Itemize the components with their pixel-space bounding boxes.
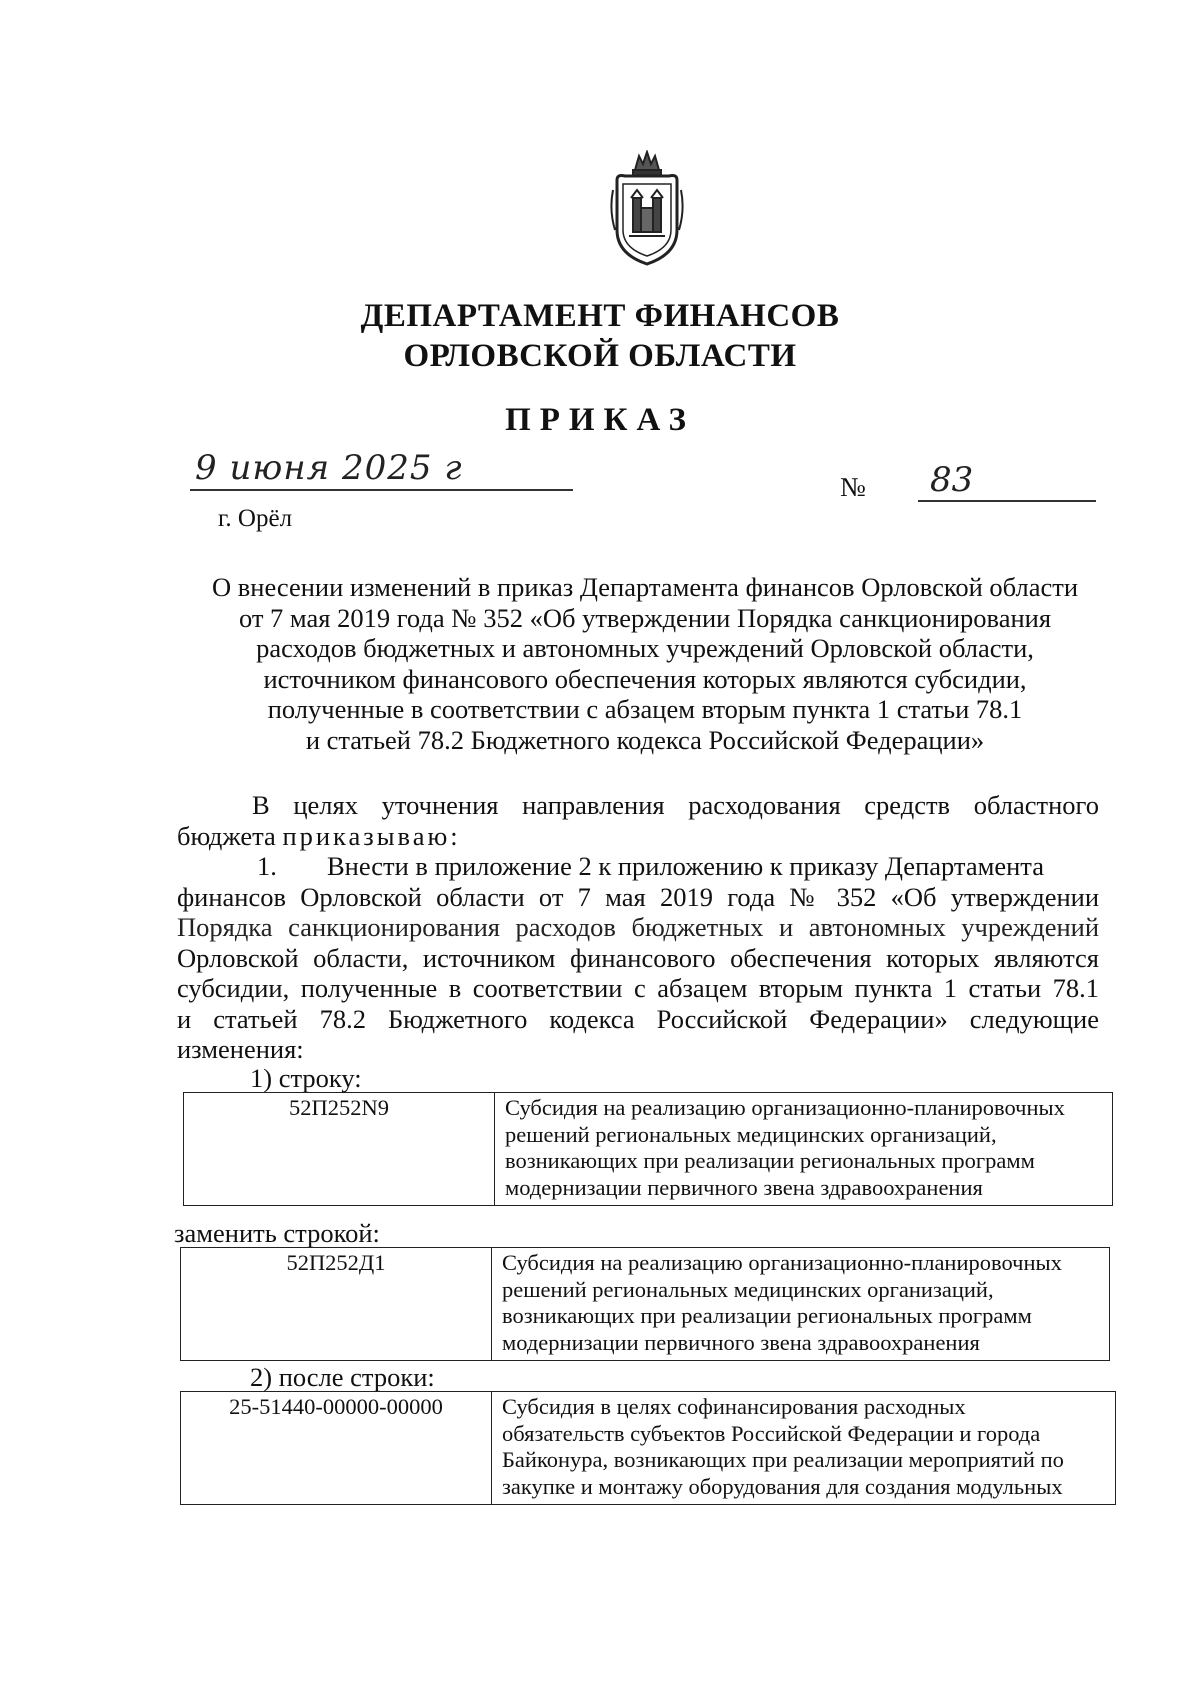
body-line: Орловской области, источником финансового обеспечения которых являются: [177, 942, 1099, 973]
description-line: Байконура, возникающих при реализации мероприятий по: [502, 1447, 1064, 1472]
table-row: [181, 1248, 1110, 1361]
body-text: бюджета: [177, 820, 283, 851]
description-line: возникающих при реализации региональных программ: [502, 1303, 1032, 1328]
subject-line: источником финансового обеспечения которых являются субсидии,: [263, 663, 1027, 694]
subject-line: полученные в соответствии с абзацем вторым пункта 1 статьи 78.1: [267, 694, 1023, 724]
body-line: Порядка санкционирования расходов бюджетных и автономных учреждений: [177, 912, 1099, 942]
description-line: решений региональных медицинских организаций,: [505, 1121, 997, 1147]
description-line: обязательств субъектов Российской Федерации и города: [502, 1420, 1041, 1446]
city: г. Орёл: [218, 505, 293, 532]
budget-code: 52П252Д1: [181, 1248, 492, 1361]
body-line: В целях уточнения направления расходования средств областного: [252, 790, 1099, 820]
description-line: закупке и монтажу оборудования для создания модульных: [502, 1473, 1063, 1499]
body-line: субсидии, полученные в соответствии с абзацем вторым пункта 1 статьи 78.1: [177, 973, 1099, 1003]
table-row: [184, 1093, 1113, 1206]
body-line: Внести в приложение 2 к приложению к приказу Департамента: [327, 851, 1044, 881]
order-body: [177, 790, 1099, 1065]
handwritten-date: 9 июня 2025 г: [195, 448, 463, 488]
subject-line: О внесении изменений в приказ Департамента финансов Орловской области: [212, 572, 1078, 602]
subject-line: расходов бюджетных и автономных учреждений Орловской области,: [256, 633, 1034, 663]
description-line: возникающих при реализации региональных программ: [505, 1148, 1035, 1173]
description-line: Субсидия на реализацию организационно-планировочных: [502, 1250, 1062, 1275]
budget-description: [492, 1392, 1116, 1505]
order-subject: [180, 572, 1110, 755]
description-line: Субсидия на реализацию организационно-планировочных: [505, 1095, 1065, 1120]
department-title-line1: ДЕПАРТАМЕНТ ФИНАНСОВ: [360, 298, 840, 334]
subitem-2-label: 2) после строки:: [250, 1362, 435, 1392]
budget-description: [495, 1093, 1113, 1206]
replace-label: заменить строкой:: [174, 1218, 380, 1248]
description-line: решений региональных медицинских организаций,: [502, 1276, 994, 1302]
table-row-new: [180, 1247, 1110, 1361]
department-title-line2: ОРЛОВСКОЙ ОБЛАСТИ: [403, 338, 797, 374]
description-line: модернизации первичного звена здравоохранения: [502, 1329, 980, 1355]
body-line: изменения:: [177, 1034, 304, 1064]
item-number: 1.: [257, 851, 277, 881]
table-row: [181, 1392, 1116, 1505]
table-row-after: [180, 1391, 1116, 1505]
handwritten-number: 83: [930, 460, 974, 500]
budget-code: 25-51440-00000-00000: [181, 1392, 492, 1505]
budget-description: [492, 1248, 1110, 1361]
description-line: модернизации первичного звена здравоохранения: [505, 1174, 983, 1200]
body-line: финансов Орловской области от 7 мая 2019 года № 352 «Об утверждении: [177, 881, 1099, 912]
description-line: Субсидия в целях софинансирования расходных: [502, 1394, 966, 1419]
subject-line: и статьей 78.2 Бюджетного кодекса Российской Федерации»: [305, 724, 985, 755]
subject-line: от 7 мая 2019 года № 352 «Об утверждении Порядка санкционирования: [238, 602, 1052, 633]
date-underline: [190, 489, 573, 491]
number-underline: [918, 500, 1096, 502]
number-label: №: [840, 472, 866, 502]
table-row-old: [183, 1092, 1113, 1206]
document-type: ПРИКАЗ: [505, 402, 695, 438]
body-line: и статьей 78.2 Бюджетного кодекса Российской Федерации» следующие: [177, 1003, 1099, 1034]
budget-code: 52П252N9: [184, 1093, 495, 1206]
subitem-1-label: 1) строку:: [250, 1063, 362, 1093]
order-verb: приказываю:: [282, 820, 461, 851]
body-line: [177, 821, 1099, 852]
coat-of-arms-icon: [607, 150, 687, 268]
item-1-header: [177, 851, 1099, 882]
